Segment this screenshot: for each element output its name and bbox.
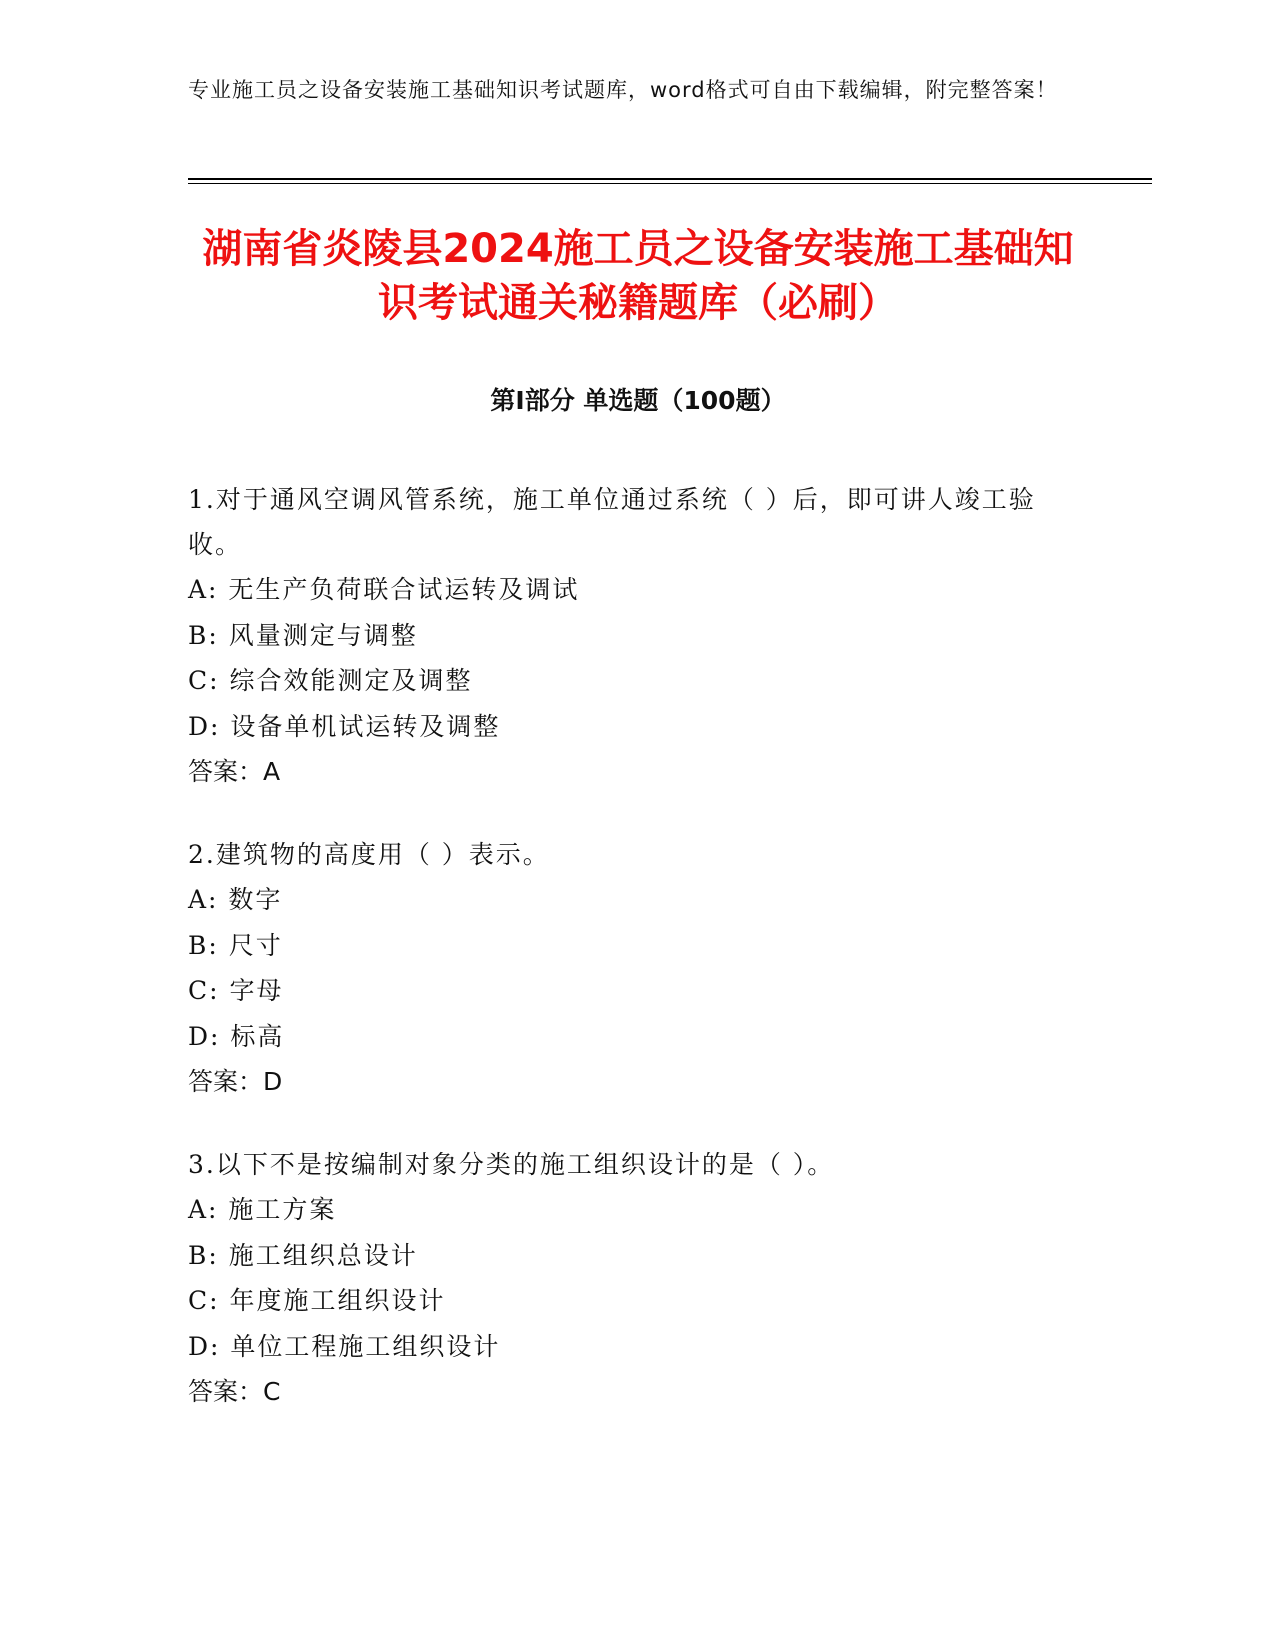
- option-b: B: 风量测定与调整: [188, 620, 418, 650]
- question-list: [188, 477, 1088, 1452]
- question-stem: 3.以下不是按编制对象分类的施工组织设计的是（ ）。: [188, 1150, 835, 1179]
- header-rule-thick: [188, 178, 1152, 180]
- option-b: B: 施工组织总设计: [188, 1240, 418, 1270]
- option-c: C: 字母: [188, 976, 284, 1005]
- question-stem: 2.建筑物的高度用（ ）表示。: [188, 840, 550, 869]
- question-1: [188, 477, 1088, 795]
- answer: 答案：C: [188, 1377, 281, 1406]
- option-a: A: 数字: [188, 885, 283, 914]
- section-heading: 第Ⅰ部分 单选题（100题）: [490, 386, 786, 415]
- question-2: [188, 832, 1088, 1105]
- option-a: A: 无生产负荷联合试运转及调试: [188, 575, 580, 604]
- option-b: B: 尺寸: [188, 930, 283, 960]
- header-rule-thin: [188, 183, 1152, 184]
- answer: 答案：D: [188, 1067, 283, 1096]
- document-title: 湖南省炎陵县2024施工员之设备安装施工基础知识考试通关秘籍题库（必刷）: [202, 226, 1074, 326]
- option-c: C: 年度施工组织设计: [188, 1286, 446, 1315]
- answer: 答案：A: [188, 757, 281, 786]
- option-d: D: 设备单机试运转及调整: [188, 711, 501, 741]
- question-stem: 1.对于通风空调风管系统，施工单位通过系统（ ）后，即可讲人竣工验收。: [188, 485, 1036, 559]
- option-a: A: 施工方案: [188, 1195, 337, 1224]
- option-d: D: 标高: [188, 1021, 285, 1051]
- option-d: D: 单位工程施工组织设计: [188, 1331, 501, 1361]
- question-3: [188, 1142, 1088, 1415]
- option-c: C: 综合效能测定及调整: [188, 666, 473, 695]
- header-note: 专业施工员之设备安装施工基础知识考试题库，word格式可自由下载编辑，附完整答案！: [188, 78, 1058, 102]
